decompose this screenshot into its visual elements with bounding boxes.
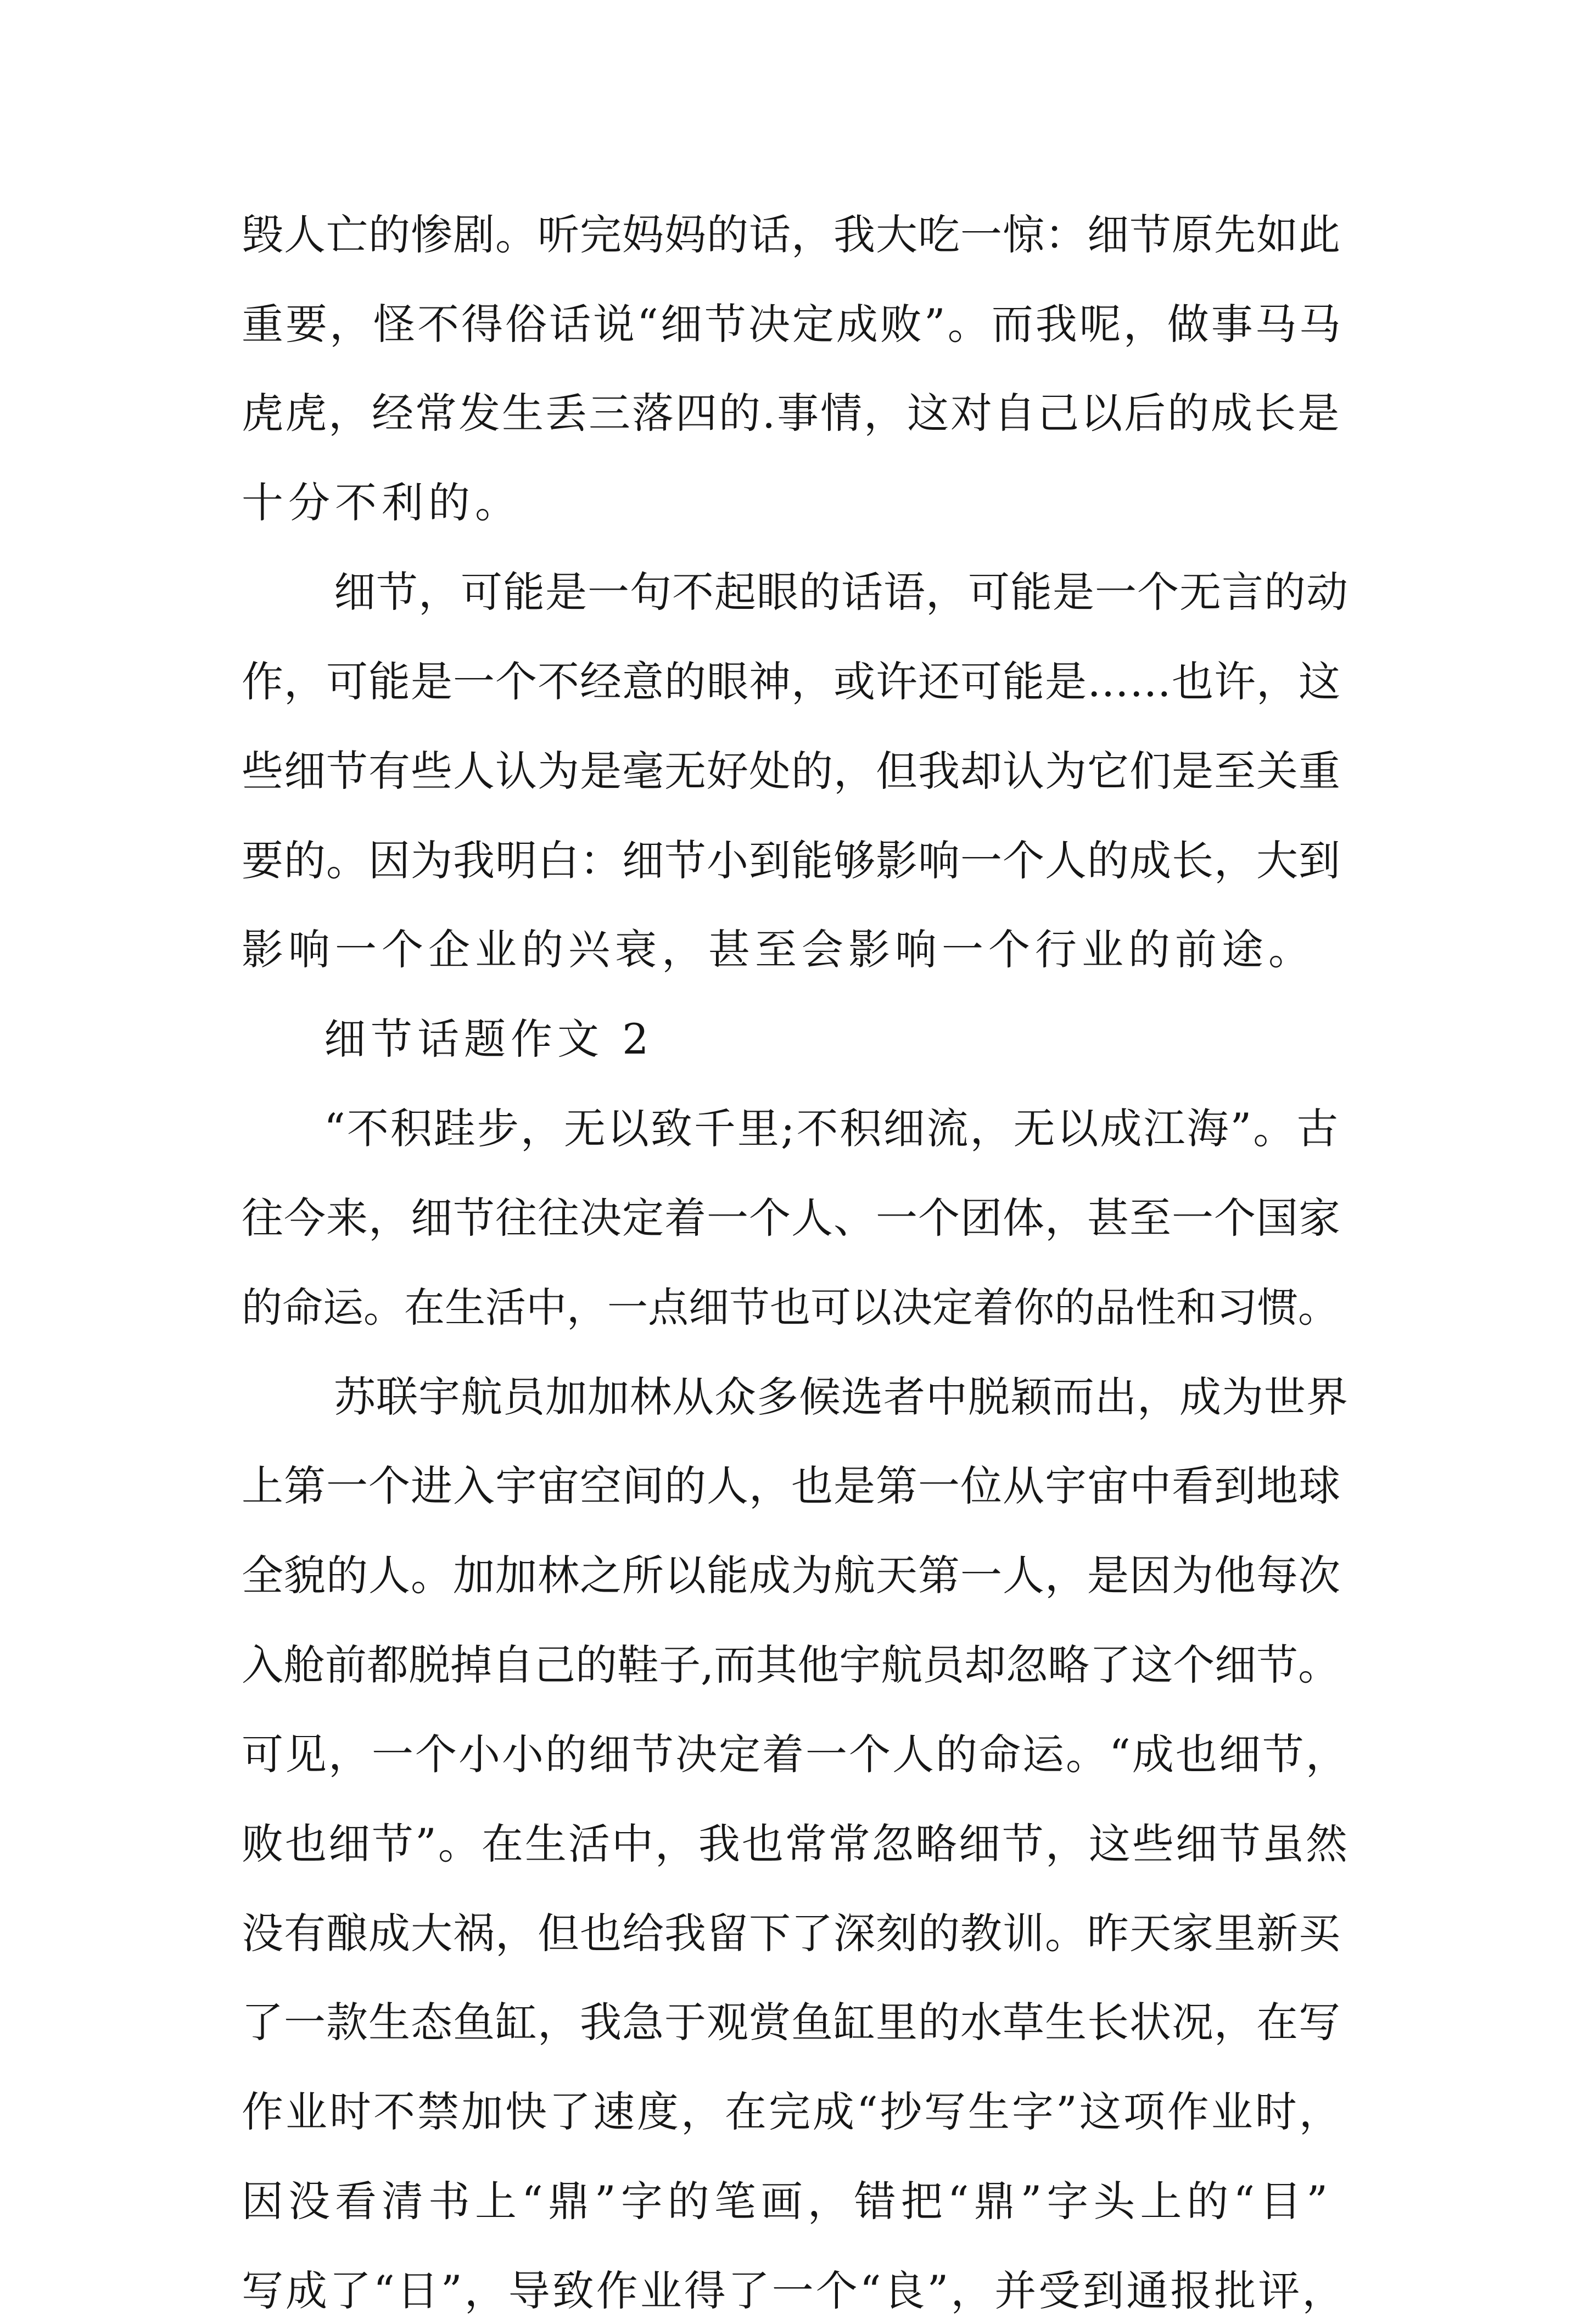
text-line: 十分不利的。 — [242, 478, 522, 527]
text-line: 毁人亡的惨剧。听完妈妈的话，我大吃一惊：细节原先如此 — [242, 210, 1341, 259]
text-line: 入舱前都脱掉自己的鞋子,而其他宇航员却忽略了这个细节。 — [242, 1640, 1340, 1689]
text-line: 作，可能是一个不经意的眼神，或许还可能是……也许，这 — [242, 657, 1341, 706]
paragraph-first-line: 苏联宇航员加加林从众多候选者中脱颖而出，成为世界 — [334, 1373, 1349, 1421]
text-line: 些细节有些人认为是毫无好处的，但我却认为它们是至关重 — [242, 747, 1341, 796]
text-line: 写成了“日”，导致作业得了一个“良”，并受到通报批评， — [242, 2266, 1346, 2315]
text-line: 的命运。在生活中，一点细节也可以决定着你的品性和习惯。 — [242, 1284, 1339, 1331]
paragraph-first-line: “不积跬步，无以致千里;不积细流，无以成江海”。古 — [324, 1104, 1340, 1153]
text-line: 了一款生态鱼缸，我急于观赏鱼缸里的水草生长状况，在写 — [242, 1998, 1341, 2047]
text-line: 要的。因为我明白：细节小到能够影响一个人的成长，大到 — [242, 836, 1341, 885]
paragraph-first-line: 细节，可能是一句不起眼的话语，可能是一个无言的动 — [334, 568, 1349, 617]
text-line: 没有酿成大祸，但也给我留下了深刻的教训。昨天家里新买 — [242, 1909, 1341, 1958]
text-line: 可见，一个小小的细节决定着一个人的命运。“成也细节， — [242, 1730, 1349, 1779]
text-line: 重要，怪不得俗话说“细节决定成败”。而我呢，做事马马 — [242, 300, 1343, 349]
text-line: 作业时不禁加快了速度，在完成“抄写生字”这项作业时， — [242, 2087, 1343, 2136]
section-heading: 细节话题作文 2 — [324, 1015, 654, 1063]
text-line: 往今来，细节往往决定着一个人、一个团体，甚至一个国家 — [242, 1194, 1341, 1242]
text-line: 上第一个进入宇宙空间的人，也是第一位从宇宙中看到地球 — [242, 1461, 1341, 1510]
text-line: 因没看清书上“鼎”字的笔画，错把“鼎”字头上的“目” — [242, 2177, 1333, 2226]
text-line: 全貌的人。加加林之所以能成为航天第一人，是因为他每次 — [242, 1551, 1341, 1600]
text-line: 虎虎，经常发生丢三落四的.事情，这对自己以后的成长是 — [242, 389, 1341, 438]
text-line: 败也细节”。在生活中，我也常常忽略细节，这些细节虽然 — [242, 1819, 1349, 1868]
text-line: 影响一个企业的兴衰，甚至会影响一个行业的前途。 — [242, 925, 1315, 974]
